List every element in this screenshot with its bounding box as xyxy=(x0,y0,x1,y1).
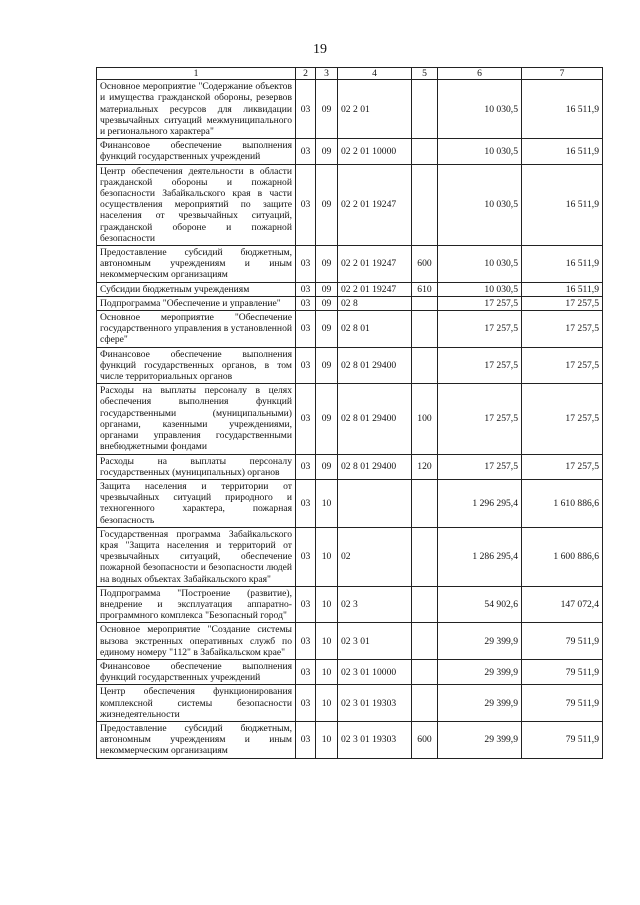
section-code: 03 xyxy=(296,527,316,586)
section-code: 03 xyxy=(296,139,316,164)
section-code: 03 xyxy=(296,659,316,684)
expense-type-code xyxy=(412,139,438,164)
amount-column-6: 1 296 295,4 xyxy=(438,479,522,527)
table-row xyxy=(97,685,603,722)
target-article-code: 02 xyxy=(338,527,412,586)
section-code: 03 xyxy=(296,586,316,623)
table-header-row xyxy=(97,68,603,80)
target-article-code: 02 8 01 29400 xyxy=(338,454,412,479)
target-article-code: 02 2 01 19247 xyxy=(338,164,412,245)
subsection-code: 09 xyxy=(316,139,338,164)
amount-column-6: 10 030,5 xyxy=(438,282,522,296)
expense-type-code xyxy=(412,311,438,348)
amount-column-6: 29 399,9 xyxy=(438,685,522,722)
amount-column-6: 17 257,5 xyxy=(438,311,522,348)
subsection-code: 10 xyxy=(316,659,338,684)
subsection-code: 09 xyxy=(316,311,338,348)
amount-column-7: 79 511,9 xyxy=(522,659,603,684)
amount-column-6: 1 286 295,4 xyxy=(438,527,522,586)
amount-column-7: 16 511,9 xyxy=(522,80,603,139)
table-row xyxy=(97,311,603,348)
amount-column-6: 29 399,9 xyxy=(438,623,522,660)
table-row xyxy=(97,659,603,684)
table-row xyxy=(97,282,603,296)
amount-column-7: 17 257,5 xyxy=(522,347,603,384)
amount-column-7: 16 511,9 xyxy=(522,282,603,296)
subsection-code: 09 xyxy=(316,164,338,245)
section-code: 03 xyxy=(296,246,316,283)
target-article-code xyxy=(338,479,412,527)
column-header: 7 xyxy=(522,68,603,80)
column-header: 3 xyxy=(316,68,338,80)
subsection-code: 09 xyxy=(316,80,338,139)
target-article-code: 02 2 01 19247 xyxy=(338,282,412,296)
column-header: 6 xyxy=(438,68,522,80)
table-row xyxy=(97,139,603,164)
row-name: Подпрограмма "Построение (развитие), внедрение и эксплуатация аппаратно-программного комплекса "Безопасный город" xyxy=(97,586,296,623)
amount-column-7: 17 257,5 xyxy=(522,311,603,348)
section-code: 03 xyxy=(296,164,316,245)
subsection-code: 09 xyxy=(316,296,338,310)
table-row xyxy=(97,80,603,139)
amount-column-6: 10 030,5 xyxy=(438,80,522,139)
row-name: Расходы на выплаты персоналу в целях обеспечения выполнения функций государственными (муниципальными) органами, казенными учреждениями, органами управления государственными внебюджетными фондами xyxy=(97,384,296,454)
row-name: Центр обеспечения деятельности в области гражданской обороны и пожарной безопасности Забайкальского края в части осуществления мероприятий по защите населения от чрезвычайных ситуаций, гражданской обороне и пожарной безопасности xyxy=(97,164,296,245)
section-code: 03 xyxy=(296,311,316,348)
amount-column-6: 10 030,5 xyxy=(438,246,522,283)
amount-column-7: 79 511,9 xyxy=(522,685,603,722)
page-number: 19 xyxy=(313,42,327,57)
target-article-code: 02 3 01 19303 xyxy=(338,685,412,722)
table-row xyxy=(97,246,603,283)
target-article-code: 02 3 01 19303 xyxy=(338,721,412,758)
section-code: 03 xyxy=(296,479,316,527)
amount-column-7: 16 511,9 xyxy=(522,139,603,164)
amount-column-7: 16 511,9 xyxy=(522,164,603,245)
subsection-code: 10 xyxy=(316,721,338,758)
target-article-code: 02 2 01 xyxy=(338,80,412,139)
row-name: Финансовое обеспечение выполнения функций государственных учреждений xyxy=(97,659,296,684)
amount-column-6: 29 399,9 xyxy=(438,721,522,758)
row-name: Основное мероприятие "Содержание объектов и имущества гражданской обороны, резервов материальных ресурсов для ликвидации чрезвычайных ситуаций межмуниципального и регионального характера" xyxy=(97,80,296,139)
expense-type-code xyxy=(412,659,438,684)
amount-column-6: 29 399,9 xyxy=(438,659,522,684)
amount-column-6: 54 902,6 xyxy=(438,586,522,623)
amount-column-7: 16 511,9 xyxy=(522,246,603,283)
target-article-code: 02 8 xyxy=(338,296,412,310)
expense-type-code: 100 xyxy=(412,384,438,454)
column-header: 4 xyxy=(338,68,412,80)
expense-type-code xyxy=(412,296,438,310)
target-article-code: 02 3 01 10000 xyxy=(338,659,412,684)
column-header: 5 xyxy=(412,68,438,80)
subsection-code: 10 xyxy=(316,479,338,527)
expense-type-code xyxy=(412,685,438,722)
amount-column-7: 17 257,5 xyxy=(522,454,603,479)
section-code: 03 xyxy=(296,721,316,758)
section-code: 03 xyxy=(296,80,316,139)
budget-table xyxy=(96,67,603,759)
expense-type-code xyxy=(412,80,438,139)
amount-column-7: 17 257,5 xyxy=(522,384,603,454)
table-row xyxy=(97,586,603,623)
section-code: 03 xyxy=(296,384,316,454)
amount-column-6: 17 257,5 xyxy=(438,296,522,310)
target-article-code: 02 3 xyxy=(338,586,412,623)
row-name: Предоставление субсидий бюджетным, автономным учреждениям и иным некоммерческим организациям xyxy=(97,246,296,283)
section-code: 03 xyxy=(296,685,316,722)
target-article-code: 02 2 01 19247 xyxy=(338,246,412,283)
row-name: Расходы на выплаты персоналу государственных (муниципальных) органов xyxy=(97,454,296,479)
expense-type-code xyxy=(412,623,438,660)
row-name: Финансовое обеспечение выполнения функций государственных органов, в том числе территориальных органов xyxy=(97,347,296,384)
expense-type-code: 600 xyxy=(412,721,438,758)
row-name: Основное мероприятие "Обеспечение государственного управления в установленной сфере" xyxy=(97,311,296,348)
section-code: 03 xyxy=(296,282,316,296)
table-row xyxy=(97,347,603,384)
expense-type-code: 600 xyxy=(412,246,438,283)
row-name: Предоставление субсидий бюджетным, автономным учреждениям и иным некоммерческим организациям xyxy=(97,721,296,758)
row-name: Защита населения и территории от чрезвычайных ситуаций природного и техногенного характера, пожарная безопасность xyxy=(97,479,296,527)
subsection-code: 10 xyxy=(316,685,338,722)
table-row xyxy=(97,454,603,479)
row-name: Подпрограмма "Обеспечение и управление" xyxy=(97,296,296,310)
expense-type-code xyxy=(412,164,438,245)
expense-type-code: 120 xyxy=(412,454,438,479)
amount-column-6: 10 030,5 xyxy=(438,139,522,164)
target-article-code: 02 3 01 xyxy=(338,623,412,660)
subsection-code: 09 xyxy=(316,347,338,384)
subsection-code: 09 xyxy=(316,384,338,454)
subsection-code: 09 xyxy=(316,282,338,296)
section-code: 03 xyxy=(296,623,316,660)
table-row xyxy=(97,721,603,758)
table-row xyxy=(97,479,603,527)
amount-column-6: 17 257,5 xyxy=(438,347,522,384)
row-name: Центр обеспечения функционирования комплексной системы безопасности жизнедеятельности xyxy=(97,685,296,722)
target-article-code: 02 2 01 10000 xyxy=(338,139,412,164)
expense-type-code: 610 xyxy=(412,282,438,296)
column-header: 2 xyxy=(296,68,316,80)
amount-column-7: 147 072,4 xyxy=(522,586,603,623)
amount-column-7: 79 511,9 xyxy=(522,623,603,660)
amount-column-7: 1 600 886,6 xyxy=(522,527,603,586)
subsection-code: 10 xyxy=(316,623,338,660)
section-code: 03 xyxy=(296,296,316,310)
amount-column-6: 10 030,5 xyxy=(438,164,522,245)
section-code: 03 xyxy=(296,347,316,384)
target-article-code: 02 8 01 29400 xyxy=(338,384,412,454)
amount-column-7: 79 511,9 xyxy=(522,721,603,758)
table-row xyxy=(97,527,603,586)
amount-column-7: 1 610 886,6 xyxy=(522,479,603,527)
table-row xyxy=(97,623,603,660)
amount-column-6: 17 257,5 xyxy=(438,454,522,479)
table-row xyxy=(97,296,603,310)
row-name: Субсидии бюджетным учреждениям xyxy=(97,282,296,296)
subsection-code: 10 xyxy=(316,527,338,586)
subsection-code: 09 xyxy=(316,246,338,283)
table-row xyxy=(97,384,603,454)
subsection-code: 10 xyxy=(316,586,338,623)
amount-column-7: 17 257,5 xyxy=(522,296,603,310)
amount-column-6: 17 257,5 xyxy=(438,384,522,454)
expense-type-code xyxy=(412,527,438,586)
row-name: Государственная программа Забайкальского края "Защита населения и территорий от чрезвычайных ситуаций, обеспечение пожарной безопасности и безопасности людей на водных объектах Забайкальского края" xyxy=(97,527,296,586)
expense-type-code xyxy=(412,479,438,527)
expense-type-code xyxy=(412,347,438,384)
target-article-code: 02 8 01 xyxy=(338,311,412,348)
table-row xyxy=(97,164,603,245)
column-header: 1 xyxy=(97,68,296,80)
row-name: Основное мероприятие "Создание системы вызова экстренных оперативных служб по единому номеру "112" в Забайкальском крае" xyxy=(97,623,296,660)
section-code: 03 xyxy=(296,454,316,479)
target-article-code: 02 8 01 29400 xyxy=(338,347,412,384)
row-name: Финансовое обеспечение выполнения функций государственных учреждений xyxy=(97,139,296,164)
expense-type-code xyxy=(412,586,438,623)
subsection-code: 09 xyxy=(316,454,338,479)
